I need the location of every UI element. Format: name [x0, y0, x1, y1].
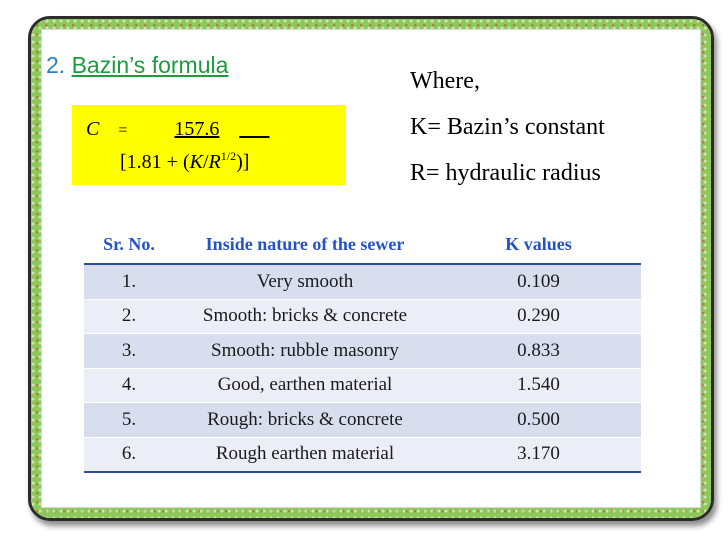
table-row	[84, 368, 641, 403]
table-row	[84, 264, 641, 299]
cell-nature: Smooth: bricks & concrete	[174, 299, 436, 334]
formula-denominator-slash: /	[202, 151, 209, 173]
cell-k-value: 1.540	[436, 368, 641, 403]
cell-k-value: 0.833	[436, 334, 641, 369]
table-row	[84, 334, 641, 369]
cell-sr-no: 5.	[84, 403, 174, 438]
table-header-row	[84, 226, 641, 264]
cell-sr-no: 1.	[84, 264, 174, 299]
k-definition: K= Bazin’s constant	[410, 114, 605, 140]
cell-sr-no: 2.	[84, 299, 174, 334]
slide-heading	[46, 52, 228, 79]
formula-denominator-close: )]	[236, 151, 250, 173]
where-label: Where,	[410, 68, 480, 94]
r-definition: R= hydraulic radius	[410, 160, 601, 186]
header-k-values: K values	[436, 226, 641, 264]
k-values-table	[84, 226, 641, 473]
cell-sr-no: 6.	[84, 437, 174, 472]
cell-nature: Rough earthen material	[174, 437, 436, 472]
cell-k-value: 0.500	[436, 403, 641, 438]
cell-k-value: 0.290	[436, 299, 641, 334]
formula-denominator-open: [1.81 + (	[120, 151, 190, 173]
definitions-block	[410, 58, 605, 196]
cell-nature: Rough: bricks & concrete	[174, 403, 436, 438]
cell-nature: Very smooth	[174, 264, 436, 299]
formula-numerator-line	[86, 118, 269, 141]
formula-numerator-tail: ___	[239, 118, 270, 140]
heading-number: 2.	[46, 52, 66, 78]
formula-denominator-r: R	[208, 151, 221, 173]
cell-nature: Smooth: rubble masonry	[174, 334, 436, 369]
formula-denominator-exponent: 1/2	[220, 149, 237, 163]
table-row	[84, 299, 641, 334]
formula-numerator: 157.6	[174, 118, 220, 140]
heading-link-title[interactable]: Bazin’s formula	[71, 52, 229, 78]
header-nature: Inside nature of the sewer	[174, 226, 436, 264]
formula-lhs: C	[86, 118, 100, 140]
formula-equals: =	[118, 122, 128, 139]
cell-sr-no: 4.	[84, 368, 174, 403]
cell-nature: Good, earthen material	[174, 368, 436, 403]
table-row	[84, 437, 641, 472]
header-sr-no: Sr. No.	[84, 226, 174, 264]
formula-denominator-line	[120, 149, 249, 174]
table-row	[84, 403, 641, 438]
cell-sr-no: 3.	[84, 334, 174, 369]
formula-denominator-k: K	[189, 151, 203, 173]
cell-k-value: 3.170	[436, 437, 641, 472]
cell-k-value: 0.109	[436, 264, 641, 299]
